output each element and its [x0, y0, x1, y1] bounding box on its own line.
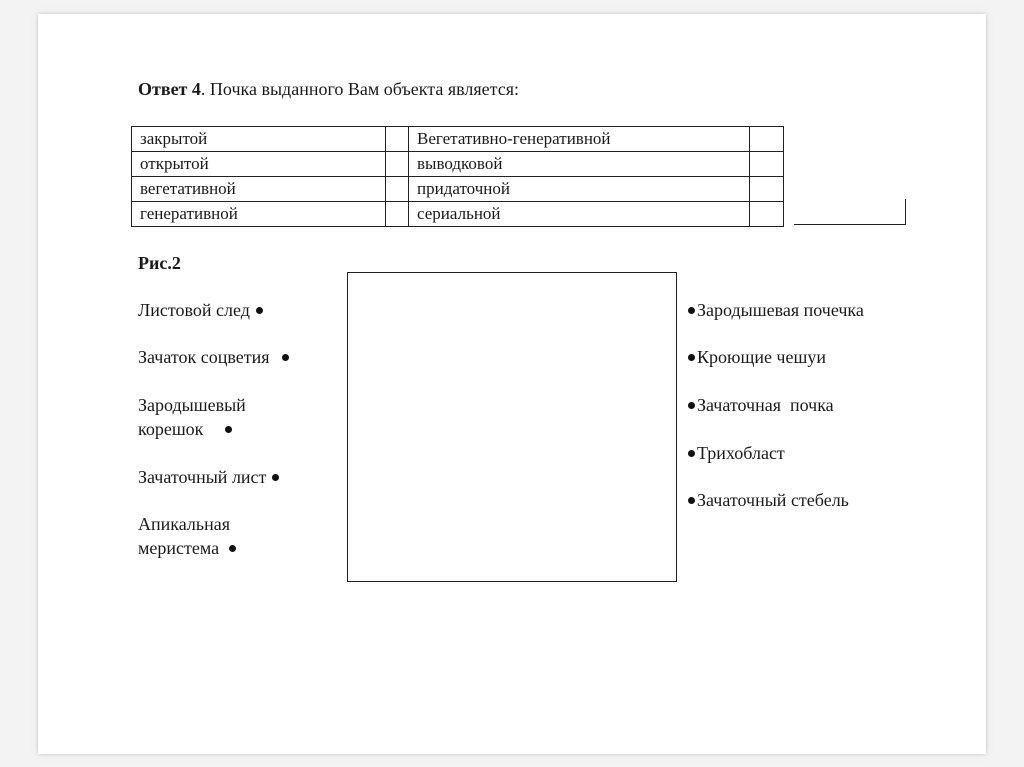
label-text: меристема — [138, 538, 220, 558]
table-trailing-rule — [794, 224, 906, 225]
connector-dot[interactable] — [256, 307, 263, 314]
right-label-stem-primordium — [688, 488, 849, 512]
answer-options-table — [131, 126, 784, 227]
option-label: вегетативной — [132, 177, 386, 202]
left-label-apical-meristem — [138, 512, 236, 560]
answer-checkbox-cell[interactable] — [750, 127, 784, 152]
left-label-leaf-scar — [138, 298, 263, 322]
connector-dot[interactable] — [225, 426, 232, 433]
option-label: открытой — [132, 152, 386, 177]
label-text: Зачаточный стебель — [697, 490, 849, 510]
answer-checkbox-cell[interactable] — [386, 127, 409, 152]
label-text: корешок — [138, 419, 204, 439]
answer-checkbox-cell[interactable] — [386, 152, 409, 177]
answer-checkbox-cell[interactable] — [750, 202, 784, 227]
connector-dot[interactable] — [688, 402, 695, 409]
option-label: придаточной — [409, 177, 750, 202]
label-text: Зачаточная почка — [697, 395, 834, 415]
question-heading — [138, 79, 519, 100]
option-label: сериальной — [409, 202, 750, 227]
right-label-embryonic-bud — [688, 298, 864, 322]
connector-dot[interactable] — [688, 497, 695, 504]
figure-drawing-area[interactable] — [347, 272, 677, 582]
option-label: генеративной — [132, 202, 386, 227]
option-label: выводковой — [409, 152, 750, 177]
answer-number: Ответ 4 — [138, 79, 201, 99]
option-label: закрытой — [132, 127, 386, 152]
table-row — [132, 152, 784, 177]
table-row — [132, 177, 784, 202]
option-label: Вегетативно-генеративной — [409, 127, 750, 152]
right-label-bud-primordium — [688, 393, 834, 417]
table-trailing-tick — [905, 199, 906, 225]
connector-dot[interactable] — [688, 307, 695, 314]
left-label-embryonic-root — [138, 393, 246, 441]
table-row — [132, 202, 784, 227]
left-label-inflorescence-primordium — [138, 345, 289, 369]
table-row — [132, 127, 784, 152]
label-text: Зародышевый — [138, 395, 246, 415]
label-text: Кроющие чешуи — [697, 347, 826, 367]
left-label-leaf-primordium — [138, 465, 279, 489]
label-text: Зачаток соцветия — [138, 347, 270, 367]
answer-checkbox-cell[interactable] — [750, 152, 784, 177]
right-label-trichoblast — [688, 441, 785, 465]
connector-dot[interactable] — [688, 354, 695, 361]
label-text: Зачаточный лист — [138, 467, 267, 487]
label-text: Листовой след — [138, 300, 250, 320]
connector-dot[interactable] — [272, 474, 279, 481]
connector-dot[interactable] — [229, 545, 236, 552]
answer-checkbox-cell[interactable] — [386, 202, 409, 227]
right-label-bud-scales — [688, 345, 826, 369]
question-text: . Почка выданного Вам объекта является: — [200, 79, 520, 99]
answer-checkbox-cell[interactable] — [386, 177, 409, 202]
answer-checkbox-cell[interactable] — [750, 177, 784, 202]
figure-caption: Рис.2 — [138, 253, 181, 273]
label-text: Трихобласт — [697, 443, 785, 463]
label-text: Апикальная — [138, 514, 230, 534]
connector-dot[interactable] — [688, 450, 695, 457]
connector-dot[interactable] — [282, 354, 289, 361]
label-text: Зародышевая почечка — [697, 300, 864, 320]
